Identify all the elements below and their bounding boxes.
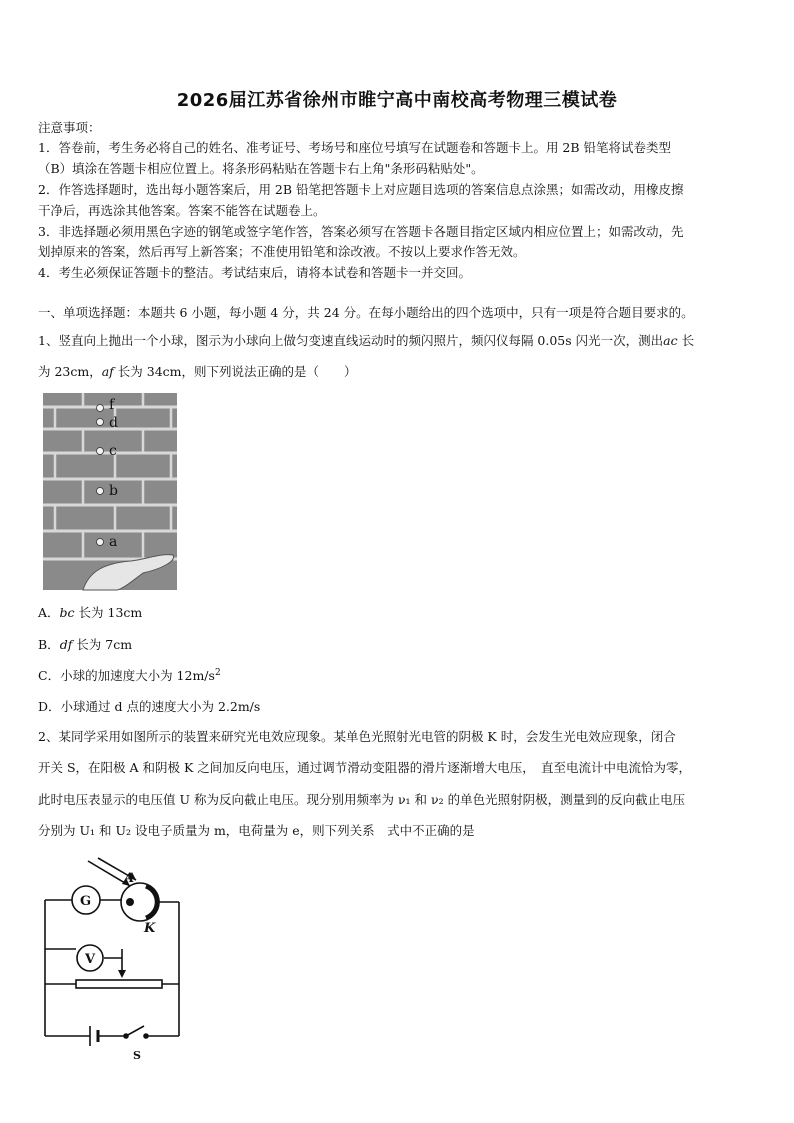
photo-label-a: a <box>109 534 118 550</box>
voltmeter-label: V <box>85 952 96 967</box>
option-a: A．bc 长为 13cm <box>38 605 143 620</box>
question-1-line-2: 为 23cm，af 长为 34cm，则下列说法正确的是（ ） <box>38 364 357 379</box>
rheostat <box>76 980 162 988</box>
notice-line: （B）填涂在答题卡相应位置上。将条形码粘贴在答题卡右上角"条形码粘贴处"。 <box>38 161 484 176</box>
page-title: 2026届江苏省徐州市睢宁高中南校高考物理三模试卷 <box>176 90 618 111</box>
photoelectric-circuit-diagram <box>38 858 198 1062</box>
ball-f <box>97 405 104 412</box>
photo-label-d: d <box>109 415 118 431</box>
ball-d <box>97 419 104 426</box>
ball-a <box>97 539 104 546</box>
question-2-line: 2、某同学采用如图所示的装置来研究光电效应现象。某单色光照射光电管的阴极 K 时，会发生光电效应现象，闭合 <box>38 729 676 744</box>
section-heading: 一、单项选择题：本题共 6 小题，每小题 4 分，共 24 分。在每小题给出的四个选项中，只有一项是符合题目要求的。 <box>38 305 694 320</box>
ball-b <box>97 488 104 495</box>
notice-line: 4．考生必须保证答题卡的整洁。考试结束后，请将本试卷和答题卡一并交回。 <box>38 265 471 280</box>
option-c: C．小球的加速度大小为 $12m/s^2$ <box>38 667 221 683</box>
switch-label: S <box>133 1049 141 1062</box>
photo-label-b: b <box>109 483 118 499</box>
question-2-line: 分别为 U₁ 和 U₂ 设电子质量为 m，电荷量为 e，则下列关系 式中不正确的是 <box>38 823 475 838</box>
anode-label: A <box>124 871 135 886</box>
strobe-photo <box>43 393 177 590</box>
notice-line: 2．作答选择题时，选出每小题答案后，用 2B 铅笔把答题卡上对应题目选项的答案信息点涂黑；如需改动，用橡皮擦 <box>38 182 684 197</box>
galvanometer-label: G <box>80 894 92 909</box>
ball-c <box>97 448 104 455</box>
notice-heading: 注意事项： <box>38 120 101 135</box>
cathode-label: K <box>144 921 156 936</box>
question-1-line-1: 1、竖直向上抛出一个小球，图示为小球向上做匀变速直线运动时的频闪照片，频闪仪每隔 0.05s 闪光一次，测出ac 长 <box>38 333 695 348</box>
question-2-line: 开关 S，在阳极 A 和阴极 K 之间加反向电压，通过调节滑动变阻器的滑片逐渐增大电压， 直至电流计中电流恰为零， <box>38 760 692 775</box>
notice-line: 1．答卷前，考生务必将自己的姓名、准考证号、考场号和座位号填写在试题卷和答题卡上。用 2B 铅笔将试卷类型 <box>38 140 672 155</box>
option-b: B．df 长为 7cm <box>38 637 133 652</box>
option-d: D．小球通过 d 点的速度大小为 2.2m/s <box>38 699 261 714</box>
photo-label-c: c <box>109 443 117 459</box>
notice-line: 划掉原来的答案，然后再写上新答案；不准使用铅笔和涂改液。不按以上要求作答无效。 <box>38 244 526 259</box>
photo-label-f: f <box>109 397 115 413</box>
question-2-line: 此时电压表显示的电压值 U 称为反向截止电压。现分别用频率为 ν₁ 和 ν₂ 的单色光照射阴极，测量到的反向截止电压 <box>38 792 686 807</box>
notice-line: 干净后，再选涂其他答案。答案不能答在试题卷上。 <box>38 203 326 218</box>
notice-line: 3．非选择题必须用黑色字迹的钢笔或签字笔作答，答案必须写在答题卡各题目指定区域内相应位置上；如需改动，先 <box>38 224 684 239</box>
